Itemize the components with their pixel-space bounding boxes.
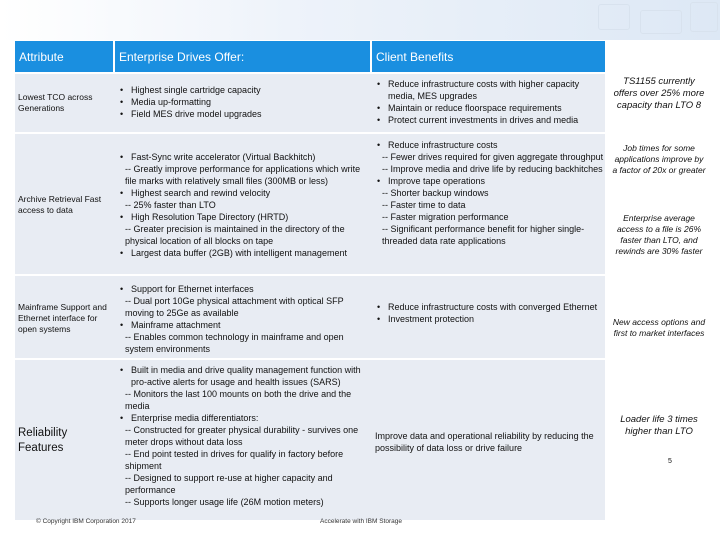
offer-block xyxy=(117,283,372,355)
side-note: Enterprise average access to a file is 26% faster than LTO, and rewinds are 30% faster xyxy=(615,213,703,256)
offer-block xyxy=(117,364,373,508)
sub-item: -- Monitors the last 100 mounts on both the drive and the media xyxy=(125,389,352,411)
list-item: • Mainframe attachment xyxy=(117,319,372,331)
sub-item: -- Constructed for greater physical durability - survives one meter drops without data loss xyxy=(125,425,359,447)
list-item: • Investment protection xyxy=(374,313,604,325)
sub-item: -- Faster migration performance xyxy=(382,212,509,222)
list-item: • Highest search and rewind velocity xyxy=(117,187,372,199)
benefit-block xyxy=(374,139,606,247)
sub-item: -- Greater precision is maintained in the directory of the physical location of all blocks on tape xyxy=(125,224,345,246)
sub-item: -- Significant performance benefit for higher single-threaded data rate applications xyxy=(382,224,585,246)
row-attribute: Lowest TCO across Generations xyxy=(18,92,93,113)
list-item: • Largest data buffer (2GB) with intelligent management xyxy=(117,247,372,259)
page-number: 5 xyxy=(668,458,672,465)
side-note: Loader life 3 times higher than LTO xyxy=(620,414,698,437)
header-benefits: Client Benefits xyxy=(372,41,605,72)
list-item: • Highest single cartridge capacity xyxy=(117,84,367,96)
side-note: New access options and first to market interfaces xyxy=(612,317,706,338)
sub-item: -- Enables common technology in mainframe and open system environments xyxy=(125,332,344,354)
copyright-text: © Copyright IBM Corporation 2017 xyxy=(36,518,136,525)
side-note: Job times for some applications improve by a factor of 20x or greater xyxy=(612,143,706,175)
list-item: • Fast-Sync write accelerator (Virtual Backhitch) xyxy=(117,151,372,163)
footer-tagline: Accelerate with IBM Storage xyxy=(320,518,403,525)
list-item: • Built in media and drive quality management function with pro-active alerts for usage and health issues (SARS) xyxy=(117,364,373,388)
side-note: TS1155 currently offers over 25% more capacity than LTO 8 xyxy=(613,76,705,111)
list-item: • Improve tape operations xyxy=(374,175,606,187)
row-attribute: Reliability Features xyxy=(18,427,68,454)
row-attribute: Archive Retrieval Fast access to data xyxy=(18,194,102,215)
list-item: • Enterprise media differentiators: xyxy=(117,412,373,424)
list-item: • Field MES drive model upgrades xyxy=(117,108,367,120)
sub-item: -- Faster time to data xyxy=(382,200,466,210)
decorative-box xyxy=(640,10,682,34)
sub-item: -- Fewer drives required for given aggregate throughput xyxy=(382,152,604,162)
list-item: • Reduce infrastructure costs xyxy=(374,139,606,151)
benefit-list xyxy=(374,301,604,325)
header-attribute: Attribute xyxy=(15,41,113,72)
offer-block xyxy=(117,151,372,259)
header-offer: Enterprise Drives Offer: xyxy=(115,41,370,72)
list-item: • Media up-formatting xyxy=(117,96,367,108)
decorative-box xyxy=(690,2,718,32)
sub-item: -- Designed to support re-use at higher capacity and performance xyxy=(125,473,333,495)
row-attribute: Mainframe Support and Ethernet interface for open systems xyxy=(18,302,107,334)
sub-item: -- Shorter backup windows xyxy=(382,188,489,198)
list-item: • Reduce infrastructure costs with higher capacity media, MES upgrades xyxy=(374,78,604,102)
benefit-text: Improve data and operational reliability by reducing the possibility of data loss or drive failure xyxy=(375,431,594,453)
list-item: • High Resolution Tape Directory (HRTD) xyxy=(117,211,372,223)
sub-item: -- End point tested in drives for qualify in factory before shipment xyxy=(125,449,344,471)
benefit-list xyxy=(374,78,604,126)
sub-item: -- 25% faster than LTO xyxy=(125,200,216,210)
offer-list xyxy=(117,84,367,120)
sub-item: -- Greatly improve performance for applications which write file marks with relatively small files (300MB or less) xyxy=(125,164,361,186)
list-item: • Support for Ethernet interfaces xyxy=(117,283,372,295)
sub-item: -- Improve media and drive life by reducing backhitches xyxy=(382,164,603,174)
sub-item: -- Supports longer usage life (26M motion meters) xyxy=(125,497,324,507)
list-item: • Protect current investments in drives and media xyxy=(374,114,604,126)
list-item: • Reduce infrastructure costs with converged Ethernet xyxy=(374,301,604,313)
sub-item: -- Dual port 10Ge physical attachment with optical SFP moving to 25Ge as available xyxy=(125,296,344,318)
list-item: • Maintain or reduce floorspace requirements xyxy=(374,102,604,114)
decorative-box xyxy=(598,4,630,30)
